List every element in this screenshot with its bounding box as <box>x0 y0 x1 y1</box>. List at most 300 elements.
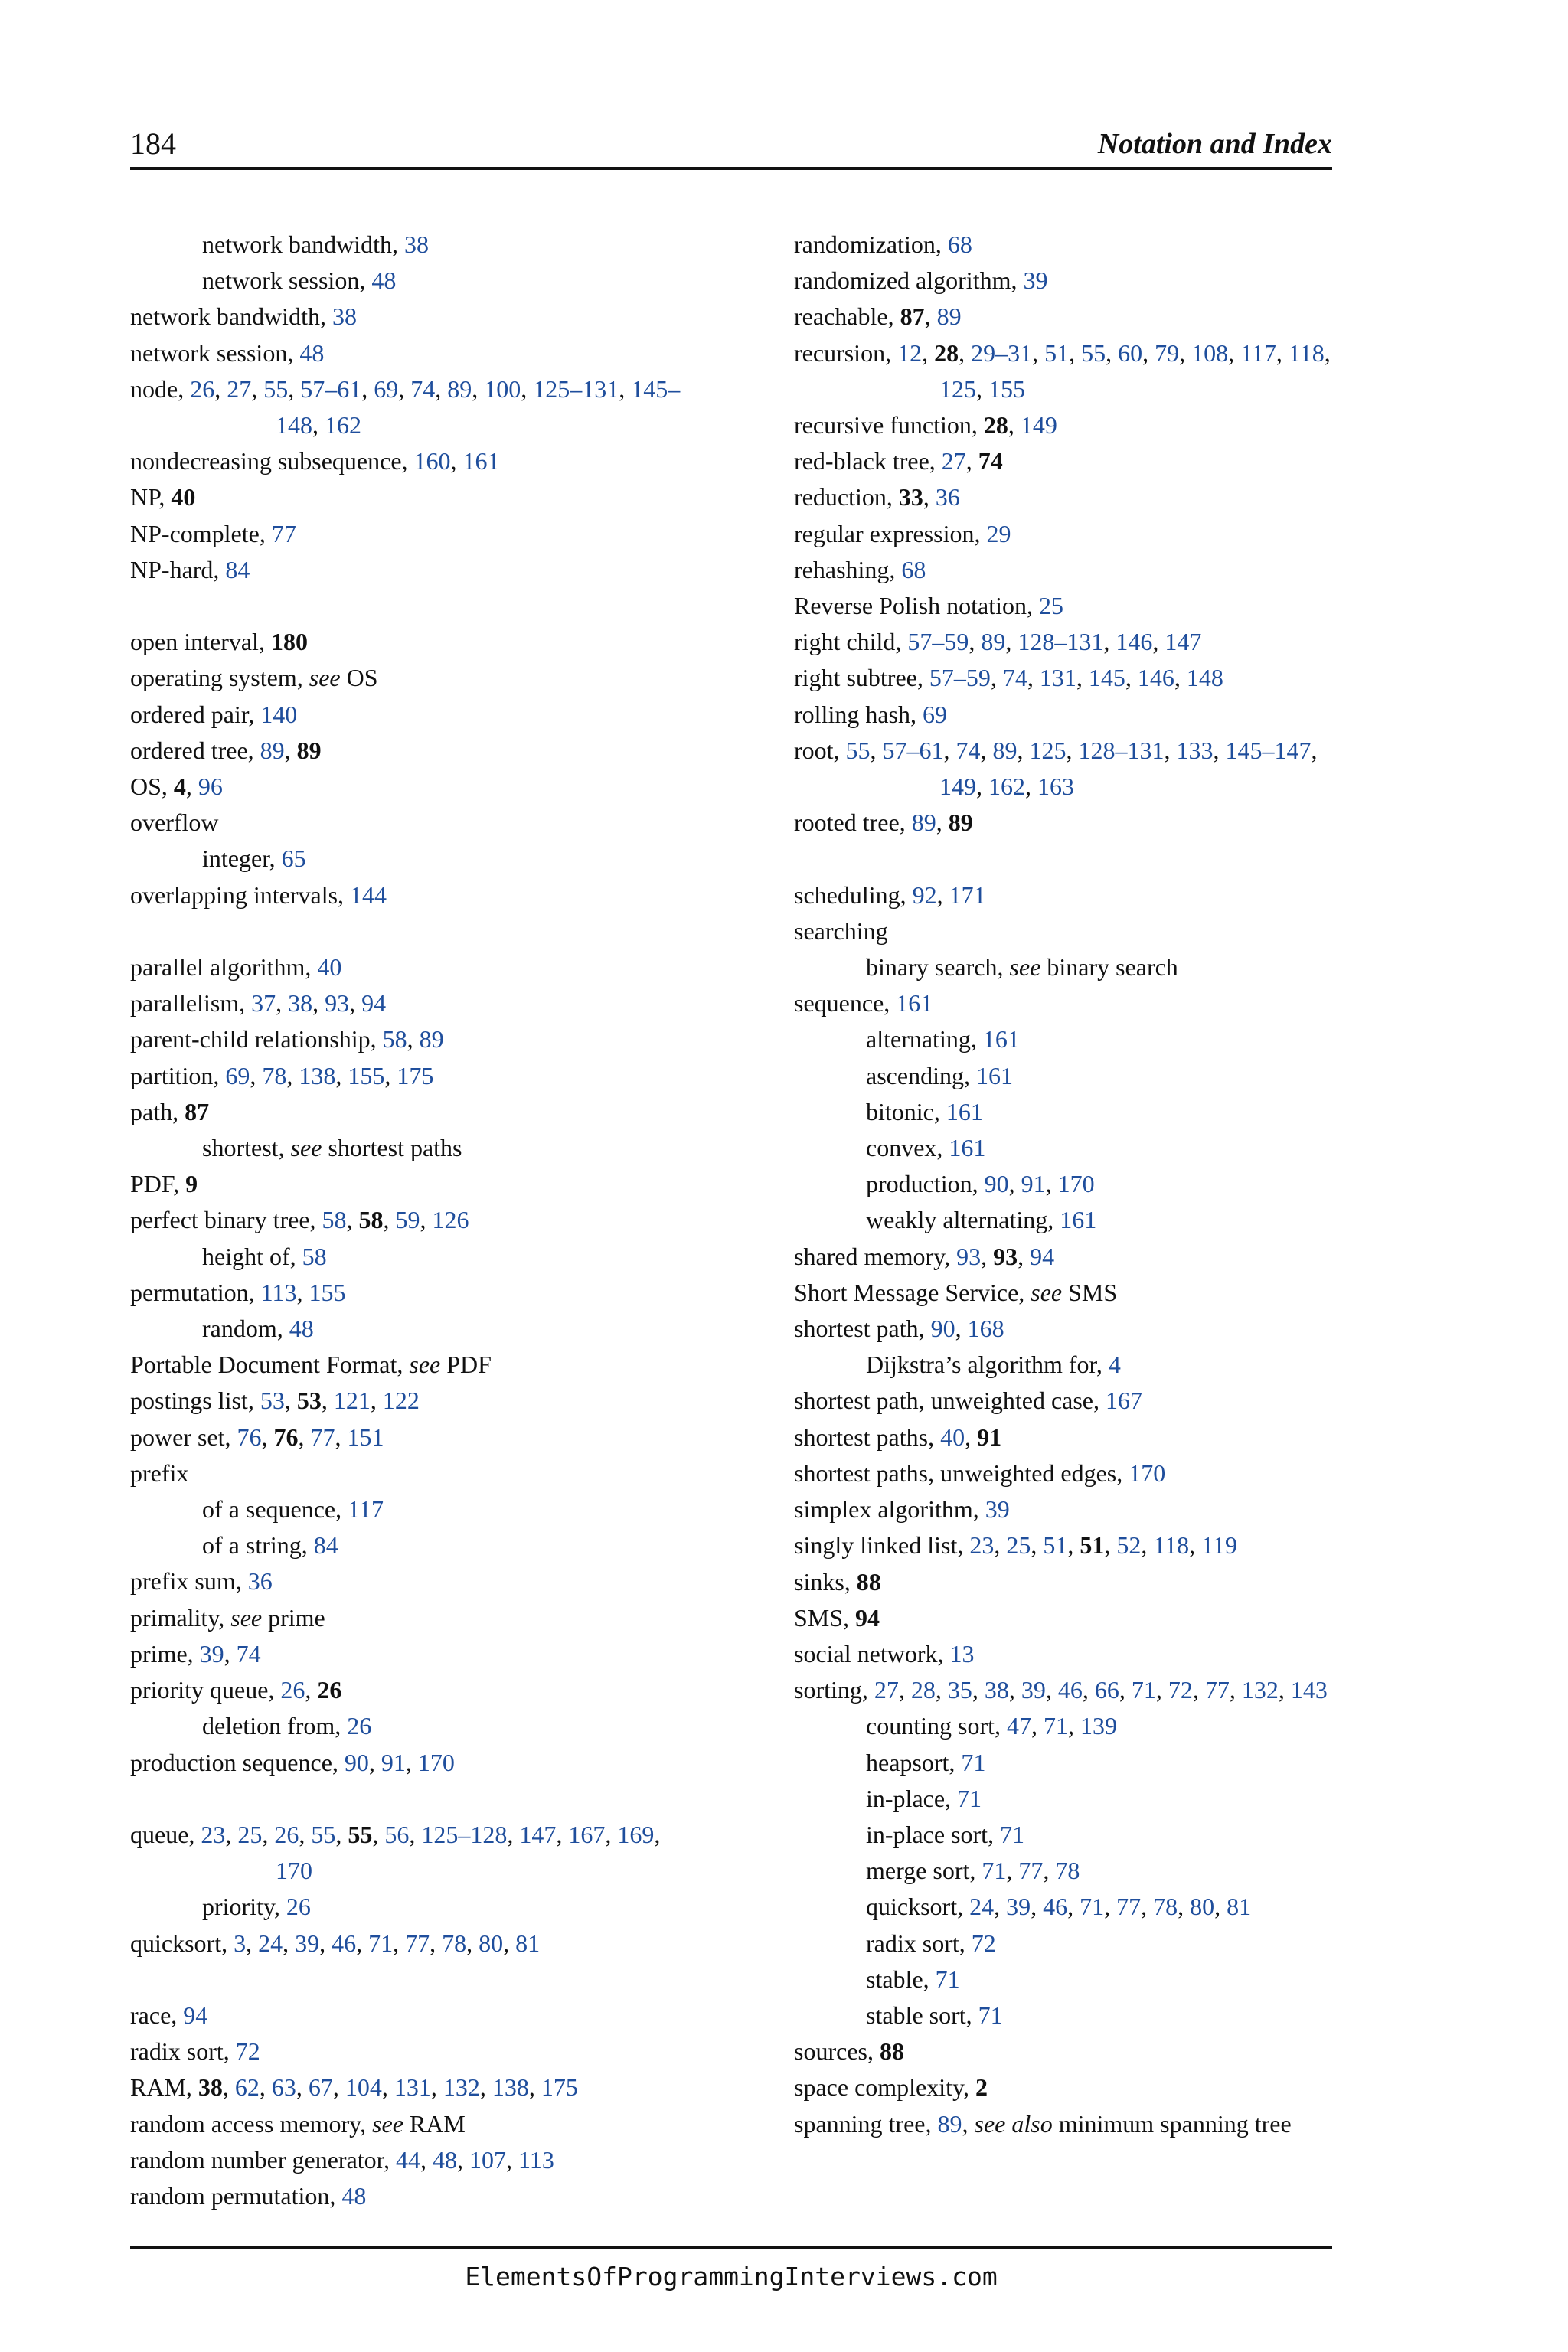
index-subentry <box>130 1491 689 1527</box>
entry-text: , <box>335 1820 348 1848</box>
page-reference-link[interactable]: 90 <box>930 1315 956 1343</box>
entry-text: random permutation, <box>130 2181 342 2210</box>
page-reference-link[interactable]: 74 <box>956 736 981 764</box>
index-entry <box>794 1275 1353 1311</box>
page-reference-link[interactable]: 89 <box>937 2109 962 2138</box>
entry-text: , <box>1082 1676 1095 1704</box>
page-reference-link[interactable]: 71 <box>368 1929 394 1957</box>
page-reference-link[interactable]: 58 <box>382 1025 407 1054</box>
page-reference-link[interactable]: 29 <box>986 519 1011 547</box>
page-reference-link[interactable]: 72 <box>1168 1676 1193 1704</box>
page-reference-link[interactable]: 57–59 <box>907 628 969 656</box>
page-reference-link[interactable]: 94 <box>183 2001 208 2029</box>
entry-text: priority queue, <box>130 1676 281 1704</box>
index-entry <box>794 1419 1353 1455</box>
entry-text: rooted tree, <box>794 808 912 837</box>
page-reference-link[interactable]: 27 <box>874 1676 899 1704</box>
page-reference-link[interactable]: 40 <box>940 1423 965 1451</box>
entry-text: random number generator, <box>130 2145 397 2174</box>
page-reference-link[interactable]: 119 <box>1201 1531 1237 1560</box>
page-reference-link[interactable]: 69 <box>922 700 947 728</box>
entry-text: , <box>384 1061 397 1089</box>
page-reference-link[interactable]: 26 <box>286 1893 311 1921</box>
page-reference-link[interactable]: 68 <box>901 555 926 583</box>
entry-text: integer, <box>202 844 282 873</box>
page-reference-link[interactable]: 71 <box>1080 1893 1105 1921</box>
entry-text: recursive function, <box>794 411 984 439</box>
page-reference-link[interactable]: 46 <box>332 1929 357 1957</box>
page-reference-link[interactable]: 46 <box>1043 1893 1068 1921</box>
page-reference-link[interactable]: 91 <box>1021 1170 1046 1198</box>
entry-text: , <box>923 483 936 511</box>
entry-text: , <box>356 1929 369 1957</box>
page-reference-link[interactable]: 125 <box>939 374 976 403</box>
page-reference-link[interactable]: 148 <box>1186 664 1223 692</box>
entry-text: production sequence, <box>130 1748 345 1776</box>
entry-text: , <box>1213 736 1226 764</box>
page-reference-link[interactable]: 155 <box>988 374 1025 403</box>
page-reference-link[interactable]: 81 <box>515 1929 541 1957</box>
page-reference-link[interactable]: 55 <box>1081 338 1106 367</box>
index-entry <box>130 1998 689 2034</box>
page-reference-link[interactable]: 118 <box>1288 338 1325 367</box>
page-reference-link[interactable]: 71 <box>1000 1820 1025 1848</box>
page-reference-link[interactable]: 128–131 <box>1018 628 1104 656</box>
page-reference-definition: 89 <box>948 808 973 837</box>
entry-text: shortest paths, unweighted edges, <box>794 1459 1129 1487</box>
page-reference-link[interactable]: 128–131 <box>1078 736 1165 764</box>
page-reference-link[interactable]: 89 <box>911 808 936 837</box>
index-subentry <box>794 1817 1353 1853</box>
page-reference-link[interactable]: 168 <box>967 1315 1004 1343</box>
page-reference-link[interactable]: 78 <box>262 1061 287 1089</box>
page-reference-link[interactable]: 145–147 <box>1225 736 1312 764</box>
index-entry <box>130 985 689 1021</box>
page-reference-link[interactable]: 80 <box>1190 1893 1215 1921</box>
entry-text: , <box>185 773 198 801</box>
entry-text: , <box>1119 1676 1132 1704</box>
page-reference-link[interactable]: 108 <box>1191 338 1229 367</box>
page-reference-link[interactable]: 57–61 <box>300 374 362 403</box>
page-reference-link[interactable]: 161 <box>975 1061 1013 1089</box>
page-reference-link[interactable]: 55 <box>845 736 871 764</box>
entry-text: operating system, <box>130 664 309 692</box>
page-reference-link[interactable]: 46 <box>1057 1676 1083 1704</box>
page-reference-link[interactable]: 39 <box>1023 266 1048 295</box>
page-reference-link[interactable]: 24 <box>258 1929 283 1957</box>
page-reference-link[interactable]: 25 <box>237 1820 263 1848</box>
page-reference-link[interactable]: 26 <box>347 1712 372 1740</box>
entry-text: , <box>1045 1170 1058 1198</box>
entry-text: , <box>1017 736 1030 764</box>
entry-text: , <box>870 736 883 764</box>
entry-text: parallelism, <box>130 989 252 1018</box>
page-reference-link[interactable]: 48 <box>299 338 325 367</box>
entry-text: prefix <box>130 1459 189 1487</box>
page-reference-link[interactable]: 37 <box>251 989 276 1018</box>
page-reference-link[interactable]: 26 <box>280 1676 305 1704</box>
page-reference-link[interactable]: 3 <box>234 1929 247 1957</box>
page-reference-link[interactable]: 74 <box>410 374 436 403</box>
entry-text: , <box>407 1025 420 1054</box>
page-reference-definition: 26 <box>317 1676 342 1704</box>
entry-text: , <box>1104 1531 1117 1560</box>
entry-text: random, <box>202 1315 289 1343</box>
page-reference-link[interactable]: 29–31 <box>971 338 1033 367</box>
page-reference-link[interactable]: 52 <box>1116 1531 1142 1560</box>
page-reference-link[interactable]: 48 <box>341 2181 367 2210</box>
page-reference-link[interactable]: 131 <box>394 2073 431 2102</box>
page-reference-link[interactable]: 35 <box>947 1676 972 1704</box>
entry-text: random access memory, <box>130 2109 373 2138</box>
page-reference-link[interactable]: 78 <box>1153 1893 1178 1921</box>
page-reference-link[interactable]: 89 <box>981 628 1006 656</box>
page-reference-link[interactable]: 113 <box>260 1278 297 1306</box>
entry-text: priority, <box>202 1893 286 1921</box>
letter-group-gap <box>130 588 689 624</box>
page-reference-link[interactable]: 100 <box>484 374 521 403</box>
page-reference-link[interactable]: 36 <box>935 483 960 511</box>
index-entry <box>794 1239 1353 1275</box>
page-reference-link[interactable]: 71 <box>978 2001 1003 2029</box>
entry-text: power set, <box>130 1423 237 1451</box>
page-reference-link[interactable]: 58 <box>302 1242 327 1270</box>
page-reference-link[interactable]: 77 <box>1116 1893 1142 1921</box>
page-reference-link[interactable]: 147 <box>1165 628 1202 656</box>
entry-text: , <box>506 2145 519 2174</box>
page-reference-link[interactable]: 84 <box>225 555 250 583</box>
page-reference-link[interactable]: 78 <box>1055 1857 1080 1885</box>
page-reference-link[interactable]: 170 <box>1129 1459 1166 1487</box>
entry-text: , <box>1178 1893 1191 1921</box>
page-reference-link[interactable]: 38 <box>332 302 357 331</box>
page-reference-link[interactable]: 40 <box>317 953 342 982</box>
entry-text: , <box>1066 736 1079 764</box>
page-reference-link[interactable]: 160 <box>413 447 451 475</box>
page-reference-link[interactable]: 38 <box>403 230 429 258</box>
entry-text: sinks, <box>794 1567 857 1596</box>
page-reference-link[interactable]: 89 <box>447 374 472 403</box>
page-reference-link[interactable]: 71 <box>961 1748 986 1776</box>
page-reference-link[interactable]: 76 <box>237 1423 262 1451</box>
page-reference-link[interactable]: 53 <box>260 1387 285 1415</box>
page-reference-link[interactable]: 67 <box>308 2073 333 2102</box>
page-reference-link[interactable]: 23 <box>201 1820 226 1848</box>
page-reference-link[interactable]: 132 <box>443 2073 480 2102</box>
page-reference-link[interactable]: 162 <box>988 773 1025 801</box>
page-reference-link[interactable]: 90 <box>984 1170 1009 1198</box>
page-reference-link[interactable]: 77 <box>405 1929 430 1957</box>
see-reference: see also <box>974 2109 1053 2138</box>
page-reference-link[interactable]: 90 <box>344 1748 369 1776</box>
page-reference-link[interactable]: 138 <box>492 2073 529 2102</box>
page-reference-link[interactable]: 12 <box>897 338 923 367</box>
page-reference-link[interactable]: 25 <box>1006 1531 1031 1560</box>
page-reference-link[interactable]: 117 <box>348 1495 384 1524</box>
page-reference-link[interactable]: 162 <box>325 411 361 439</box>
page-reference-link[interactable]: 151 <box>347 1423 384 1451</box>
page-reference-link[interactable]: 91 <box>381 1748 406 1776</box>
page-reference-link[interactable]: 122 <box>382 1387 420 1415</box>
index-subentry <box>794 1202 1353 1238</box>
page-reference-link[interactable]: 167 <box>568 1820 606 1848</box>
page-reference-link[interactable]: 107 <box>469 2145 507 2174</box>
page-reference-link[interactable]: 89 <box>936 302 962 331</box>
page-reference-link[interactable]: 68 <box>947 230 972 258</box>
page-reference-link[interactable]: 77 <box>1018 1857 1044 1885</box>
page-reference-link[interactable]: 143 <box>1290 1676 1328 1704</box>
page-reference-link[interactable]: 125–131 <box>533 374 619 403</box>
entry-text: partition, <box>130 1061 226 1089</box>
page-reference-link[interactable]: 144 <box>350 880 387 909</box>
entry-text: NP, <box>130 483 172 511</box>
page-reference-link[interactable]: 125–128 <box>421 1820 508 1848</box>
entry-text: , <box>466 1929 479 1957</box>
entry-text: randomized algorithm, <box>794 266 1024 295</box>
page-reference-link[interactable]: 132 <box>1241 1676 1279 1704</box>
page-reference-link[interactable]: 27 <box>227 374 252 403</box>
page-reference-link[interactable]: 60 <box>1118 338 1143 367</box>
page-reference-link[interactable]: 57–61 <box>882 736 944 764</box>
page-reference-link[interactable]: 74 <box>1002 664 1027 692</box>
page-reference-link[interactable]: 125 <box>1029 736 1067 764</box>
page-reference-link[interactable]: 39 <box>1006 1893 1031 1921</box>
page-reference-link[interactable]: 71 <box>957 1784 982 1812</box>
page-reference-link[interactable]: 28 <box>910 1676 936 1704</box>
page-reference-link[interactable]: 81 <box>1227 1893 1252 1921</box>
page-reference-link[interactable]: 63 <box>271 2073 296 2102</box>
index-entry <box>130 769 689 805</box>
entry-text: , <box>321 1387 334 1415</box>
page-reference-link[interactable]: 175 <box>397 1061 434 1089</box>
entry-text: , <box>222 2073 235 2102</box>
page-reference-link[interactable]: 171 <box>949 880 986 909</box>
page-reference-link[interactable]: 155 <box>348 1061 385 1089</box>
page-reference-link[interactable]: 145 <box>1088 664 1125 692</box>
page-reference-link[interactable]: 149 <box>939 773 976 801</box>
page-reference-link[interactable]: 131 <box>1039 664 1076 692</box>
page-reference-link[interactable]: 23 <box>969 1531 995 1560</box>
index-entry <box>130 1383 689 1419</box>
page-reference-link[interactable]: 161 <box>949 1134 986 1162</box>
entry-text: , <box>430 1929 443 1957</box>
page-reference-link[interactable]: 39 <box>985 1495 1010 1524</box>
index-entry <box>130 660 689 696</box>
entry-text: stable, <box>866 1965 936 1993</box>
entry-text: , <box>965 1423 978 1451</box>
entry-text: network session, <box>202 266 372 295</box>
page-reference-link[interactable]: 59 <box>395 1206 420 1234</box>
index-entry <box>794 1491 1353 1527</box>
page-reference-link[interactable]: 146 <box>1116 628 1153 656</box>
page-reference-link[interactable]: 84 <box>313 1531 338 1560</box>
page-reference-link[interactable]: 74 <box>236 1639 261 1668</box>
page-reference-link[interactable]: 89 <box>992 736 1018 764</box>
entry-text: radix sort, <box>130 2037 236 2066</box>
entry-text: deletion from, <box>202 1712 348 1740</box>
entry-text: , <box>251 374 264 403</box>
page-reference-link[interactable]: 170 <box>417 1748 455 1776</box>
entry-text: prime <box>262 1603 325 1632</box>
page-reference-link[interactable]: 78 <box>442 1929 467 1957</box>
page-reference-link[interactable]: 161 <box>982 1025 1020 1054</box>
index-subentry <box>130 227 689 263</box>
page-reference-link[interactable]: 94 <box>1030 1242 1055 1270</box>
page-reference-link[interactable]: 118 <box>1153 1531 1190 1560</box>
page-reference-link[interactable]: 149 <box>1020 411 1057 439</box>
page-reference-link[interactable]: 65 <box>281 844 306 873</box>
page-reference-link[interactable]: 126 <box>432 1206 469 1234</box>
page-reference-link[interactable]: 4 <box>1108 1351 1121 1379</box>
entry-text: overflow <box>130 808 219 837</box>
page-reference-link[interactable]: 24 <box>969 1893 995 1921</box>
page-reference-link[interactable]: 71 <box>935 1965 960 1993</box>
entry-text: , <box>1276 338 1289 367</box>
page-reference-link[interactable]: 77 <box>310 1423 335 1451</box>
see-reference: see <box>309 664 341 692</box>
entry-text: reduction, <box>794 483 899 511</box>
page-reference-link[interactable]: 94 <box>361 989 387 1018</box>
entry-text: , <box>962 2109 975 2138</box>
page-reference-link[interactable]: 72 <box>971 1929 996 1957</box>
page-reference-link[interactable]: 71 <box>1043 1712 1068 1740</box>
page-reference-link[interactable]: 170 <box>1057 1170 1095 1198</box>
page-reference-definition: 4 <box>173 773 186 801</box>
page-reference-link[interactable]: 113 <box>518 2145 554 2174</box>
entry-text: , <box>1152 628 1165 656</box>
page-reference-link[interactable]: 69 <box>374 374 399 403</box>
index-entry <box>130 2178 689 2214</box>
page-reference-definition: 74 <box>978 447 1003 475</box>
entry-text: , <box>1008 1170 1021 1198</box>
entry-text: of a sequence, <box>202 1495 348 1524</box>
page-reference-link[interactable]: 89 <box>260 736 285 764</box>
index-subentry <box>794 1021 1353 1057</box>
index-entry <box>794 985 1353 1021</box>
entry-text: convex, <box>866 1134 949 1162</box>
page-reference-link[interactable]: 55 <box>311 1820 336 1848</box>
page-reference-link[interactable]: 58 <box>322 1206 347 1234</box>
index-entry <box>794 2034 1353 2069</box>
entry-text: root, <box>794 736 846 764</box>
page-reference-link[interactable]: 138 <box>299 1061 336 1089</box>
page-reference-link[interactable]: 161 <box>896 989 933 1018</box>
entry-text: regular expression, <box>794 519 987 547</box>
page-reference-link[interactable]: 80 <box>479 1929 504 1957</box>
page-reference-link[interactable]: 155 <box>309 1278 346 1306</box>
page-reference-link[interactable]: 89 <box>419 1025 444 1054</box>
page-reference-link[interactable]: 140 <box>260 700 298 728</box>
page-reference-link[interactable]: 56 <box>384 1820 410 1848</box>
page-reference-link[interactable]: 39 <box>1021 1676 1046 1704</box>
entry-text: rehashing, <box>794 555 902 583</box>
page-reference-link[interactable]: 139 <box>1080 1712 1117 1740</box>
page-reference-link[interactable]: 25 <box>1038 592 1063 620</box>
page-reference-link[interactable]: 161 <box>946 1097 983 1125</box>
page-reference-link[interactable]: 96 <box>198 773 223 801</box>
page-reference-link[interactable]: 38 <box>288 989 313 1018</box>
page-reference-link[interactable]: 170 <box>276 1857 312 1885</box>
page-reference-link[interactable]: 48 <box>371 266 397 295</box>
entry-text: , <box>1155 1676 1168 1704</box>
page-reference-link[interactable]: 57–59 <box>929 664 991 692</box>
page-reference-link[interactable]: 146 <box>1137 664 1174 692</box>
entry-text: parent-child relationship, <box>130 1025 383 1054</box>
page-reference-link[interactable]: 69 <box>225 1061 250 1089</box>
entry-text: , <box>1278 1676 1291 1704</box>
page-reference-link[interactable]: 161 <box>462 447 500 475</box>
entry-text: , <box>299 1820 312 1848</box>
page-reference-link[interactable]: 117 <box>1240 338 1276 367</box>
page-reference-link[interactable]: 79 <box>1155 338 1180 367</box>
page-reference-link[interactable]: 55 <box>263 374 289 403</box>
page-reference-link[interactable]: 147 <box>519 1820 557 1848</box>
page-reference-link[interactable]: 44 <box>396 2145 421 2174</box>
page-reference-link[interactable]: 161 <box>1060 1206 1097 1234</box>
index-entry <box>130 697 689 733</box>
page-reference-link[interactable]: 93 <box>325 989 350 1018</box>
page-reference-link[interactable]: 163 <box>1037 773 1074 801</box>
page-reference-link[interactable]: 133 <box>1176 736 1214 764</box>
entry-text: , <box>472 374 485 403</box>
page-reference-link[interactable]: 169 <box>617 1820 655 1848</box>
page-reference-link[interactable]: 93 <box>956 1242 982 1270</box>
entry-text: , <box>959 338 972 367</box>
page-reference-link[interactable]: 51 <box>1043 1531 1068 1560</box>
page-reference-link[interactable]: 48 <box>289 1315 314 1343</box>
footer-url: ElementsOfProgrammingInterviews.com <box>465 2262 998 2292</box>
page-reference-link[interactable]: 26 <box>190 374 215 403</box>
page-reference-definition: 91 <box>977 1423 1002 1451</box>
page-reference-link[interactable]: 39 <box>199 1639 224 1668</box>
entry-text: shortest paths <box>322 1134 462 1162</box>
page-reference-link[interactable]: 145–148 <box>276 374 681 439</box>
page-reference-link[interactable]: 77 <box>271 519 296 547</box>
page-reference-link[interactable]: 13 <box>949 1639 975 1668</box>
page-reference-definition: 33 <box>898 483 923 511</box>
page-reference-link[interactable]: 27 <box>941 447 966 475</box>
index-entry <box>794 407 1353 443</box>
index-entry <box>130 1672 689 1708</box>
entry-text: , <box>1141 1531 1154 1560</box>
page-reference-link[interactable]: 175 <box>541 2073 578 2102</box>
page-reference-link[interactable]: 121 <box>333 1387 371 1415</box>
page-reference-link[interactable]: 72 <box>235 2037 260 2066</box>
index-entry <box>794 1600 1353 1636</box>
entry-text: , <box>1174 664 1187 692</box>
page-reference-link[interactable]: 62 <box>234 2073 260 2102</box>
page-reference-link[interactable]: 71 <box>1131 1676 1156 1704</box>
page-reference-link[interactable]: 39 <box>295 1929 320 1957</box>
page-reference-link[interactable]: 92 <box>912 880 937 909</box>
page-reference-link[interactable]: 47 <box>1006 1712 1031 1740</box>
entry-text: NP-complete, <box>130 519 272 547</box>
page-reference-link[interactable]: 104 <box>345 2073 382 2102</box>
entry-text: , <box>335 1423 348 1451</box>
page-reference-link[interactable]: 167 <box>1106 1387 1142 1415</box>
page-reference-link[interactable]: 26 <box>274 1820 299 1848</box>
page-reference-link[interactable]: 51 <box>1044 338 1070 367</box>
page-reference-link[interactable]: 36 <box>247 1567 273 1596</box>
page-reference-link[interactable]: 71 <box>982 1857 1007 1885</box>
page-reference-link[interactable]: 77 <box>1204 1676 1230 1704</box>
page-reference-link[interactable]: 48 <box>433 2145 458 2174</box>
page-reference-link[interactable]: 38 <box>984 1676 1009 1704</box>
entry-text: , <box>349 989 362 1018</box>
page-reference-link[interactable]: 66 <box>1094 1676 1119 1704</box>
index-entry <box>794 263 1353 299</box>
entry-text: NP-hard, <box>130 555 226 583</box>
